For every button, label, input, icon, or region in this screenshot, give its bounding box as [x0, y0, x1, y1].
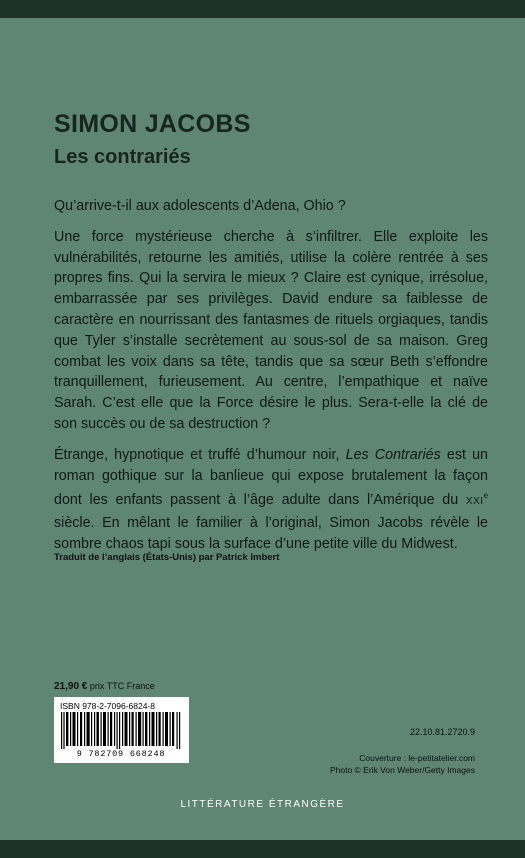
book-title: Les contrariés	[54, 146, 191, 168]
century-superscript: e	[483, 491, 488, 501]
review-text-end: siècle. En mêlant le familier à l’original, Simon Jacobs révèle le sombre chaos tapi sous la surface d’une petite ville du Midwest.	[54, 514, 488, 552]
price-label: prix TTC France	[89, 681, 155, 691]
review-text-middle: est un roman gothique sur la banlieue qui expose brutalement la façon dont les enfants passent à l’âge adulte dans l’Amérique du	[54, 446, 488, 509]
blurb-paragraph-review	[54, 445, 488, 555]
back-cover-blurb	[54, 196, 488, 565]
isbn-number: ISBN 978-2-7096-6824-8	[60, 701, 155, 711]
photo-credit: Photo © Erik Von Weber/Getty Images	[329, 765, 475, 775]
century-numeral: XXI	[465, 496, 484, 508]
cover-credit: Couverture : le-petitatelier.com	[359, 753, 475, 763]
blurb-paragraph-synopsis: Une force mystérieuse cherche à s’infiltrer. Elle exploite les vulnérabilités, retourne les amitiés, utilise la colère rentrée à ses propres fins. Qui la servira le mieux ? Claire est cynique, irrésolue, embarrassée par ses privilèges. David endure sa faiblesse de caractère en nourrissant des fantasmes de rituels orgiaques, tandis que Tyler s’installe secrètement au sous-sol de sa maison. Greg combat les voix dans sa tête, tandis que sa sœur Beth s’effondre tranquillement, furieusement. Au centre, l’empathique et naïve Sarah. C’est elle que la Force désire le plus. Sera-t-elle la clé de son succès ou de sa destruction ?	[54, 228, 488, 432]
top-band	[0, 0, 525, 18]
bottom-band	[0, 840, 525, 858]
book-title-italic: Les Contrariés	[345, 446, 441, 463]
image-credits	[320, 752, 475, 776]
translator-credit: Traduit de l’anglais (États-Unis) par Patrick Imbert	[54, 552, 280, 563]
collection-name: LITTÉRATURE ÉTRANGÈRE	[180, 799, 345, 810]
price-line	[54, 681, 155, 692]
review-text-start: Étrange, hypnotique et truffé d’humour noir,	[54, 446, 340, 463]
ean-digits: 9 782709 668248	[76, 749, 166, 759]
price-amount: 21,90 €	[54, 681, 88, 692]
barcode-icon	[60, 712, 183, 749]
author-name: SIMON JACOBS	[54, 110, 251, 138]
barcode-panel	[54, 697, 189, 763]
reference-code: 22.10.81.2720.9	[410, 727, 476, 737]
blurb-question: Qu’arrive-t-il aux adolescents d’Adena, Ohio ?	[54, 198, 346, 214]
